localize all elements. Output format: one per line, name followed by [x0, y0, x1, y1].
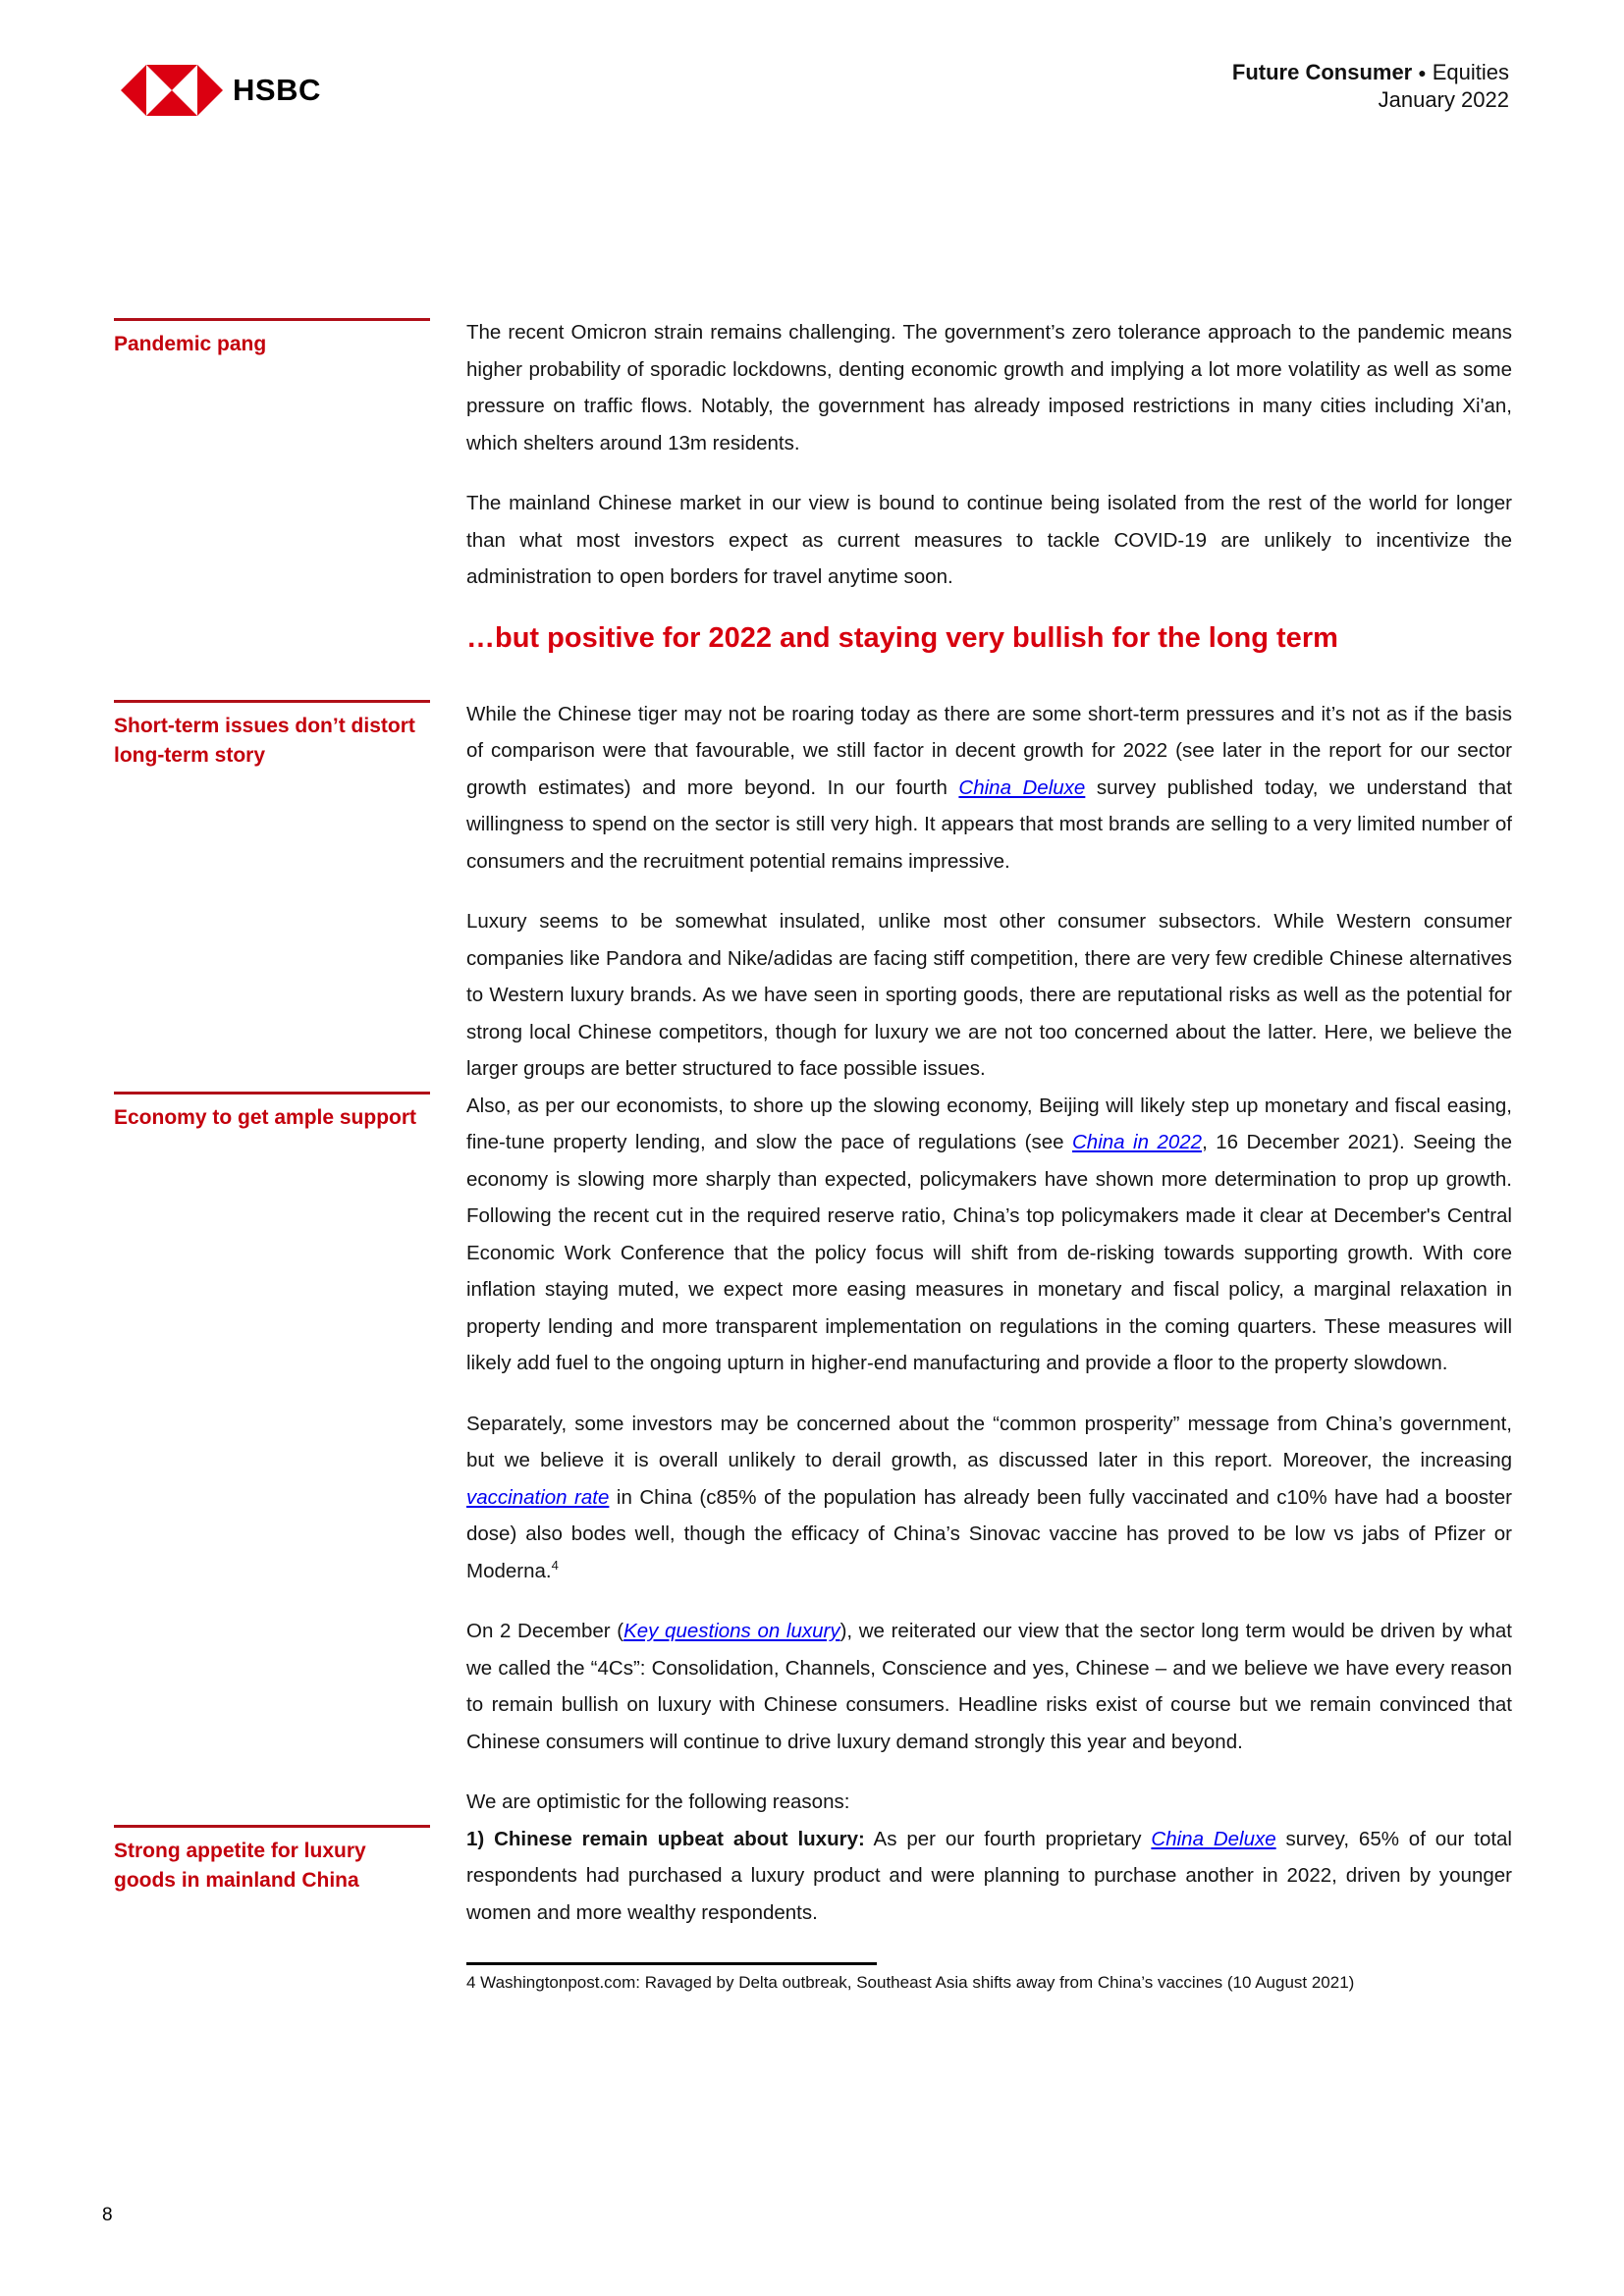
- inline-link[interactable]: vaccination rate: [466, 1485, 610, 1509]
- margin-column: [114, 1088, 466, 1133]
- report-header: [1232, 59, 1509, 114]
- report-title: Future Consumer: [1231, 60, 1413, 84]
- paragraph: [466, 903, 1512, 1088]
- text-run: The mainland Chinese market in our view is bound to continue being isolated from the rest of the world for longer than what most investors expect as current measures to tackle COVID-19 are unlikely to incentivize the administration to open borders for travel anytime soon.: [466, 492, 1512, 588]
- text-run: On 2 December (: [466, 1620, 624, 1642]
- hsbc-logo: [121, 65, 321, 116]
- text-run: As per our fourth proprietary: [864, 1827, 1152, 1850]
- content-row: [114, 1088, 1512, 1821]
- text-run: Separately, some investors may be concerned about the “common prosperity” message from China’s government, but we believe it is overall unlikely to derail growth, as discussed later in this report. Moreover, the increasing: [466, 1412, 1512, 1471]
- bullet-separator-icon: ●: [1418, 65, 1427, 80]
- text-run: The recent Omicron strain remains challenging. The government’s zero tolerance approach to the pandemic means higher probability of sporadic lockdowns, denting economic growth and implying a lot more volatility as well as some pressure on traffic flows. Notably, the government has already imposed restrictions in many cities including Xi'an, which shelters around 13m residents.: [466, 321, 1512, 454]
- paragraph: [466, 1821, 1512, 1932]
- page-number: 8: [102, 2205, 113, 2225]
- paragraph: [466, 1613, 1512, 1760]
- section-heading: …but positive for 2022 and staying very bullish for the long term: [466, 621, 1338, 654]
- body-column: [466, 1088, 1512, 1821]
- margin-column: [114, 1821, 466, 1896]
- margin-note-economy-support: Economy to get ample support: [114, 1092, 430, 1133]
- text-run: survey, 65% of our total respondents had purchased a luxury product and were planning to purchase another in 2022, driven by younger women and more wealthy respondents.: [466, 1827, 1512, 1924]
- margin-column: [114, 314, 466, 359]
- inline-link[interactable]: China in 2022: [1072, 1131, 1203, 1153]
- paragraph: [466, 696, 1512, 881]
- paragraph: [466, 314, 1512, 461]
- text-run: in China (c85% of the population has already been fully vaccinated and c10% have had a booster dose) also bodes well, though the efficacy of China’s Sinovac vaccine has proved to be low vs jabs of Pfizer or Moderna.: [466, 1485, 1512, 1582]
- margin-note-short-term-issues: Short-term issues don’t distort long-term story: [114, 700, 430, 771]
- content-row: [114, 314, 1512, 696]
- report-header-line1: [1232, 59, 1509, 86]
- margin-note-pandemic-pang: Pandemic pang: [114, 318, 430, 359]
- margin-note-strong-appetite: Strong appetite for luxury goods in mainland China: [114, 1825, 430, 1896]
- text-run: ), we reiterated our view that the sector long term would be driven by what we called the “4Cs”: Consolidation, Channels, Conscience and yes, Chinese – and we believe we have every reason to remain bullish on luxury with Chinese consumers. Headline risks exist of course but we remain convinced that Chinese consumers will continue to drive luxury demand strongly this year and beyond.: [466, 1620, 1512, 1753]
- footnote-block: [466, 1962, 1512, 1995]
- footnote-reference[interactable]: 4: [551, 1557, 559, 1573]
- content-row: [114, 696, 1512, 1088]
- hsbc-hexagon-icon: [121, 65, 223, 116]
- body-column: [466, 314, 1512, 696]
- text-run: survey published today, we understand that willingness to spend on the sector is still very high. It appears that most brands are selling to a very limited number of consumers and the recruitment potential remains impressive.: [466, 775, 1513, 873]
- margin-column: [114, 696, 466, 771]
- text-run: We are optimistic for the following reasons:: [466, 1790, 850, 1813]
- footnote-rule: [466, 1962, 877, 1965]
- text-run: 4 Washingtonpost.com: Ravaged by Delta outbreak, Southeast Asia shifts away from China’s vaccines (10 August 2021): [466, 1973, 1355, 1992]
- report-date: January 2022: [1378, 87, 1509, 112]
- hsbc-wordmark: HSBC: [233, 73, 321, 107]
- footnote-text: [466, 1971, 1512, 1995]
- paragraph: [466, 1406, 1512, 1590]
- bold-lead-text: 1) Chinese remain upbeat about luxury:: [466, 1827, 865, 1850]
- inline-link[interactable]: China Deluxe: [958, 775, 1086, 799]
- text-run: Luxury seems to be somewhat insulated, unlike most other consumer subsectors. While Western consumer companies like Pandora and Nike/adidas are facing stiff competition, there are very few credible Chinese alternatives to Western luxury brands. As we have seen in sporting goods, there are reputational risks as well as the potential for strong local Chinese competitors, though for luxury we are not too concerned about the latter. Here, we believe the larger groups are better structured to face possible issues.: [466, 910, 1512, 1080]
- inline-link[interactable]: China Deluxe: [1151, 1827, 1276, 1850]
- paragraph: [466, 1784, 1512, 1821]
- report-category: Equities: [1432, 60, 1509, 84]
- page-content: [114, 314, 1512, 1995]
- body-column: [466, 696, 1512, 1088]
- text-run: Also, as per our economists, to shore up the slowing economy, Beijing will likely step up monetary and fiscal easing, fine-tune property lending, and slow the pace of regulations (see: [466, 1094, 1512, 1153]
- content-row: [114, 1821, 1512, 1996]
- body-column: [466, 1821, 1512, 1996]
- paragraph: [466, 485, 1512, 596]
- paragraph: [466, 1088, 1512, 1382]
- inline-link[interactable]: Key questions on luxury: [623, 1620, 840, 1642]
- text-run: While the Chinese tiger may not be roaring today as there are some short-term pressures and it’s not as if the basis of comparison were that favourable, we still factor in decent growth for 2022 (see later in the report for our sector growth estimates) and more beyond. In our fourth: [466, 702, 1512, 799]
- text-run: , 16 December 2021). Seeing the economy is slowing more sharply than expected, policymakers have shown more determination to prop up growth. Following the recent cut in the required reserve ratio, China’s top policymakers made it clear at December's Central Economic Work Conference that the policy focus will shift from de-risking towards supporting growth. With core inflation staying muted, we expect more easing measures in monetary and fiscal policy, a marginal relaxation in property lending and more transparent implementation on regulations in the coming quarters. These measures will likely add fuel to the ongoing upturn in higher-end manufacturing and provide a floor to the property slowdown.: [466, 1131, 1512, 1374]
